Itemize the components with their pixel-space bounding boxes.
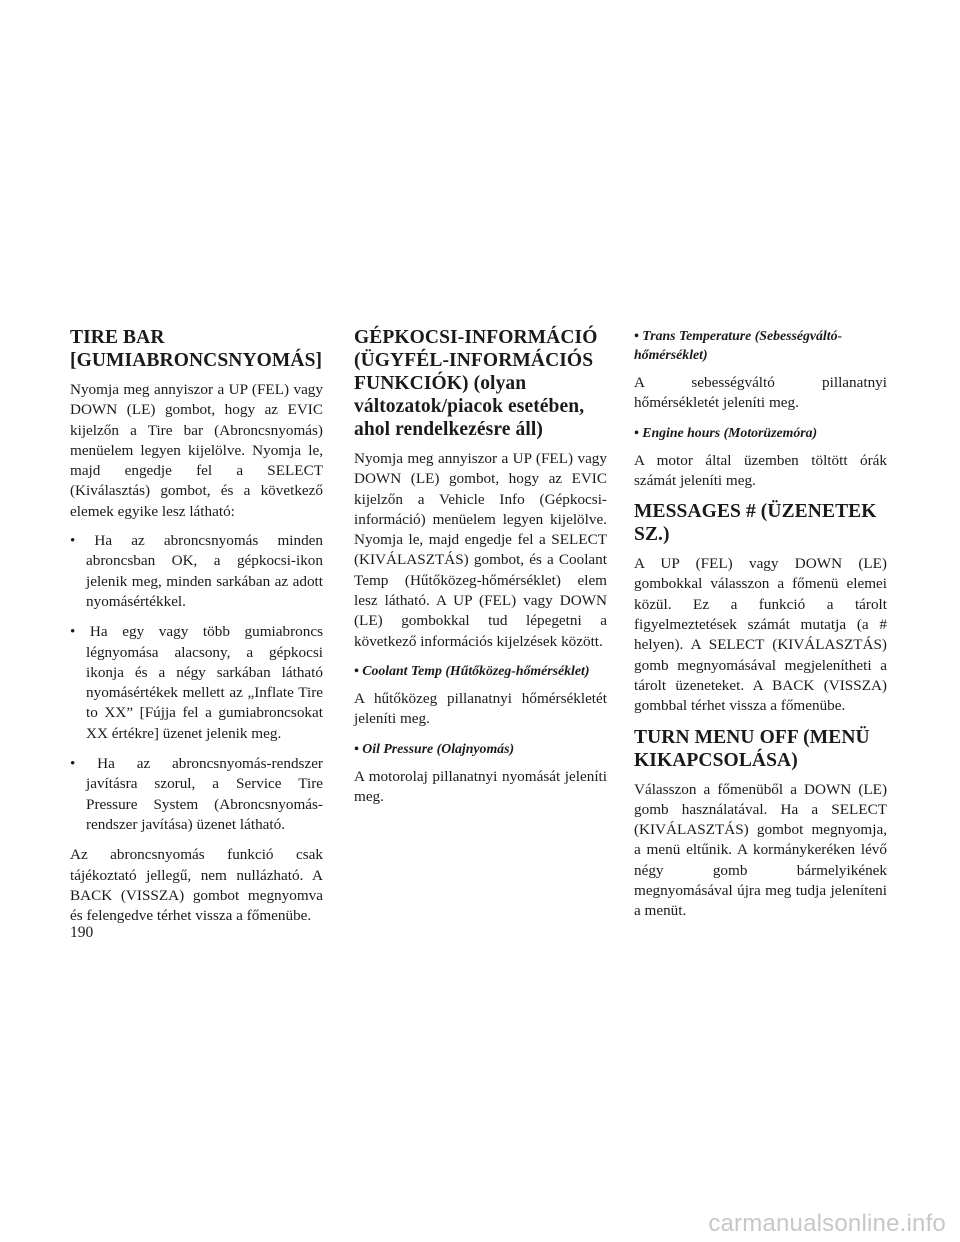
subheading-oil-pressure: • Oil Pressure (Olajnyomás)	[354, 740, 515, 756]
section-heading-turn-menu-off: TURN MENU OFF (MENÜ KIKAPCSOLÁSA)	[634, 726, 870, 771]
section-heading-tire-bar: TIRE BAR [GUMIABRONCSNYOMÁS]	[70, 327, 323, 371]
tire-bar-bullet-list	[70, 531, 323, 835]
column-middle	[354, 326, 607, 816]
subheading-trans-temperature: • Trans Temperature (Sebességváltó-hőmérséklet)	[634, 328, 843, 362]
list-item: • Ha az abroncsnyomás minden abroncsban OK, a gépkocsi-ikon jelenik meg, minden sarkában az adott nyomásértékkel.	[70, 532, 323, 610]
column-left	[70, 326, 323, 935]
subheading-coolant-temp: • Coolant Temp (Hűtőközeg-hőmérséklet)	[354, 662, 590, 678]
section-heading-messages: MESSAGES # (ÜZENETEK SZ.)	[634, 501, 877, 546]
oil-pressure-text: A motorolaj pillanatnyi nyomását jeleníti meg.	[354, 767, 607, 805]
coolant-temp-text: A hűtőközeg pillanatnyi hőmérsékletét jeleníti meg.	[354, 689, 607, 728]
tire-bar-outro: Az abroncsnyomás funkció csak tájékoztató jellegű, nem nullázható. A BACK (VISSZA) gombot megnyomva és felengedve térhet vissza a főmenübe.	[70, 846, 323, 925]
page-number: 190	[70, 924, 94, 941]
watermark: carmanualsonline.info	[708, 1210, 946, 1237]
messages-text: A UP (FEL) vagy DOWN (LE) gombokkal válasszon a főmenü elemei közül. Ez a funkció a tárolt figyelmeztetések számát mutatja (a # helyen). A SELECT (KIVÁLASZTÁS) gomb megnyomásával megjelenítheti a tárolt üzeneteket. A BACK (VISSZA) gombbal térhet vissza a főmenübe.	[634, 555, 887, 715]
vehicle-info-intro: Nyomja meg annyiszor a UP (FEL) vagy DOWN (LE) gombot, hogy az EVIC kijelzőn a Vehicle Info (Gépkocsi-információ) menüelem legyen kijelölve. Nyomja le, majd engedje fel a SELECT (KIVÁLASZTÁS) gombot, és a Coolant Temp (Hűtőközeg-hőmérséklet) elem lesz látható. A UP (FEL) vagy DOWN (LE) gombokkal tud lépegetni a következő információs kijelzések között.	[354, 450, 607, 650]
tire-bar-intro: Nyomja meg annyiszor a UP (FEL) vagy DOWN (LE) gombot, hogy az EVIC kijelzőn a Tire bar (Abroncsnyomás) menüelem legyen kijelölve. Nyomja le, majd engedje fel a SELECT (Kiválasztás) gombot, és a következő elemek egyike lesz látható:	[70, 381, 323, 520]
subheading-engine-hours: • Engine hours (Motorüzemóra)	[634, 424, 818, 440]
turn-menu-off-text: Válasszon a főmenüből a DOWN (LE) gomb használatával. Ha a SELECT (KIVÁLASZTÁS) gombot megnyomja, a menü eltűnik. A kormánykeréken lévő négy gomb bármelyikének megnyomásával újra meg tudja jeleníteni a menüt.	[634, 780, 887, 920]
list-item: • Ha egy vagy több gumiabroncs légnyomása alacsony, a gépkocsi ikonja és a négy sarkában látható nyomásértékek mellett az „Inflate Tire to XX” [Fújja fel a gumiabroncsokat XX értékre] üzenet jelenik meg.	[70, 623, 323, 742]
column-right	[634, 326, 887, 931]
section-heading-vehicle-info: GÉPKOCSI-INFORMÁCIÓ (ÜGYFÉL-INFORMÁCIÓS FUNKCIÓK) (olyan változatok/piacok esetében, ahol rendelkezésre áll)	[354, 327, 598, 440]
engine-hours-text: A motor által üzemben töltött órák számát jeleníti meg.	[634, 451, 887, 489]
trans-temperature-text: A sebességváltó pillanatnyi hőmérsékletét jeleníti meg.	[634, 374, 887, 412]
list-item: • Ha az abroncsnyomás-rendszer javításra szorul, a Service Tire Pressure System (Abroncsnyomás-rendszer javítása) üzenet látható.	[70, 755, 323, 833]
